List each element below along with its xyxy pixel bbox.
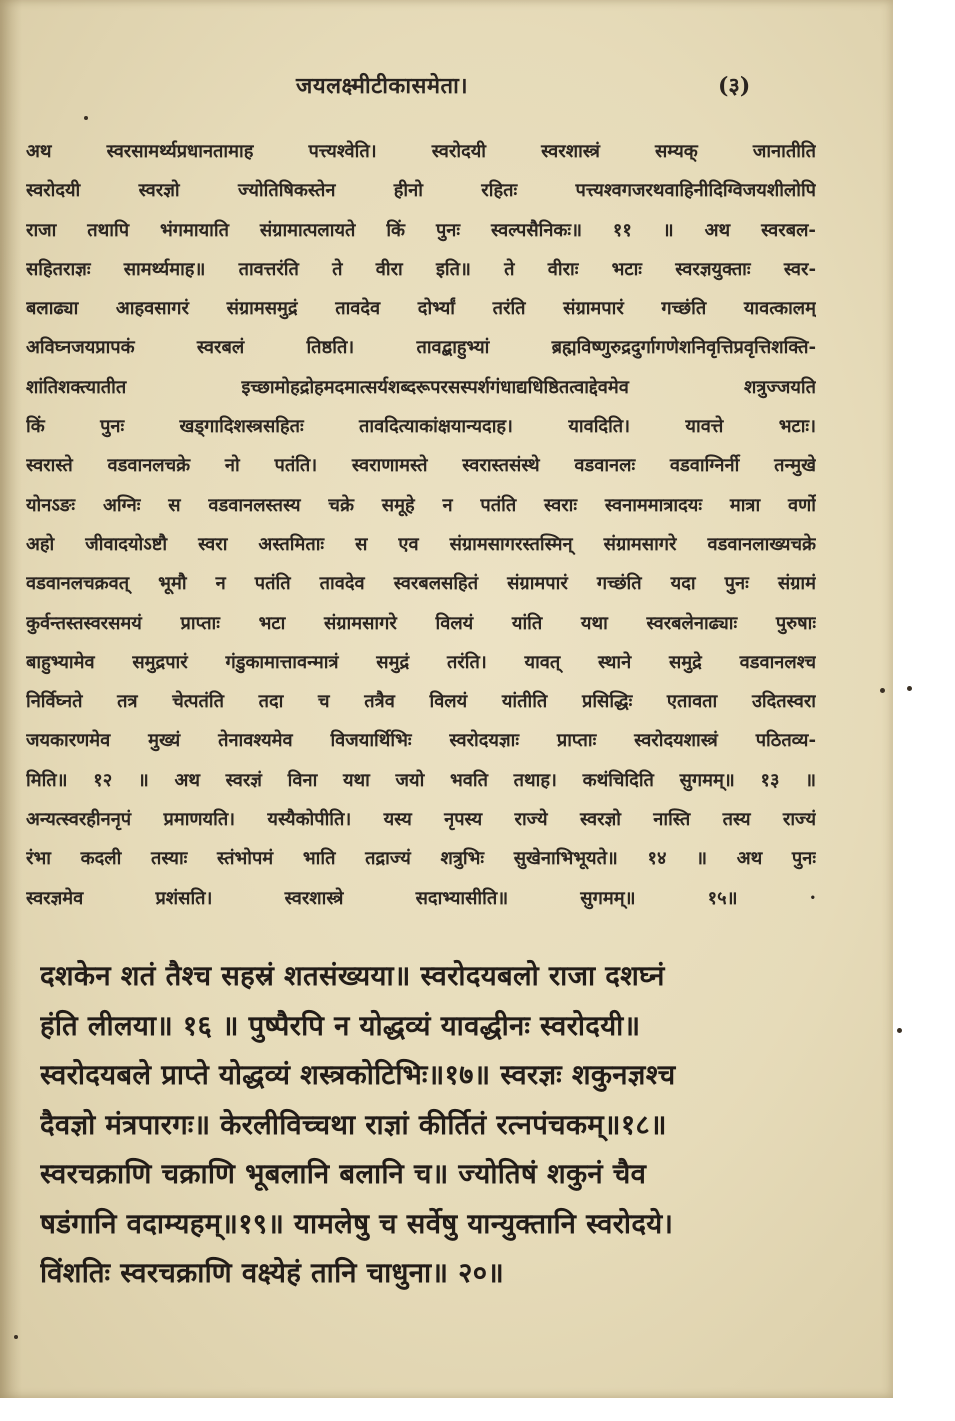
commentary-line: राजा तथापि भंगमायाति संग्रामात्पलायते किं पुनः स्वल्पसैनिकः॥ ११ ॥ अथ स्वरबल- <box>26 219 816 241</box>
commentary-line: कुर्वन्तस्तस्वरसमयं प्राप्ताः भटा संग्रामसागरे विलयं यांति यथा स्वरबलेनाढ्याः पुरुषाः <box>26 612 816 634</box>
commentary-line: स्वरज्ञमेव प्रशंसति। स्वरशास्त्रे सदाभ्यासीति॥ सुगमम्॥ १५॥ · <box>26 887 816 909</box>
commentary-line: रंभा कदली तस्याः स्तंभोपमं भाति तद्राज्यं शत्रुभिः सुखेनाभिभूयते॥ १४ ॥ अथ पुनः <box>26 848 816 870</box>
verse-line: दैवज्ञो मंत्रपारगः॥ केरलीविच्चथा राज्ञां कीर्तितं रत्नपंचकम्॥१८॥ <box>40 1108 667 1141</box>
ink-speck <box>907 686 912 691</box>
running-title: जयलक्ष्मीटीकासमेता। <box>296 73 469 99</box>
commentary-line: शांतिशक्त्यातीत इच्छामोहद्रोहमदमात्सर्यशब्दरूपरसस्पर्शगंधाद्यधिष्ठितत्वाद्देवमेव शत्रुज्जयति <box>26 376 816 398</box>
commentary-line: सहितराज्ञः सामर्थ्यमाह॥ तावत्तरंति ते वीरा इति॥ ते वीराः भटाः स्वरज्ञयुक्ताः स्वर- <box>26 258 816 280</box>
commentary-line: किं पुनः खड्गादिशस्त्रसहितः तावदित्याकांक्षयान्यदाह। यावदिति। यावत्ते भटाः। <box>26 416 816 438</box>
commentary-line: बलाढ्या आहवसागरं संग्रामसमुद्रं तावदेव दोर्भ्यां तरंति संग्रामपारं गच्छंति यावत्कालम् <box>26 298 816 320</box>
verse-line: हंति लीलया॥ १६ ॥ पुष्पैरपि न योद्धव्यं यावद्धीनः स्वरोदयी॥ <box>40 1009 641 1042</box>
commentary-line: अन्यत्स्वरहीननृपं प्रमाणयति। यस्यैकोपीति। यस्य नृपस्य राज्ये स्वरज्ञो नास्ति तस्य राज्यं <box>26 809 816 831</box>
ink-speck <box>14 1335 18 1339</box>
page-number: (३) <box>718 73 751 99</box>
commentary-line: मिति॥ १२ ॥ अथ स्वरज्ञं विना यथा जयो भवति तथाह। कथंचिदिति सुगमम्॥ १३ ॥ <box>26 769 816 791</box>
commentary-block <box>26 132 816 918</box>
commentary-line: जयकारणमेव मुख्यं तेनावश्यमेव विजयार्थिभिः स्वरोदयज्ञाः प्राप्ताः स्वरोदयशास्त्रं पठितव्य- <box>26 730 816 752</box>
verse-line: स्वरचक्राणि चक्राणि भूबलानि बलानि च॥ ज्योतिषं शकुनं चैव <box>40 1158 647 1190</box>
commentary-line: निर्विघ्नते तत्र चेत्पतंति तदा च तत्रैव विलयं यांतीति प्रसिद्धिः एतावता उदितस्वरा <box>26 691 816 713</box>
commentary-line: अथ स्वरसामर्थ्यप्रधानतामाह पत्त्यश्वेति। स्वरोदयी स्वरशास्त्रं सम्यक् जानातीति <box>26 141 816 162</box>
verse-block <box>40 952 800 1299</box>
verse-line: स्वरोदयबले प्राप्ते योद्धव्यं शस्त्रकोटिभिः॥१७॥ स्वरज्ञः शकुनज्ञश्च <box>40 1059 676 1091</box>
page-gutter-shadow <box>0 0 22 1398</box>
commentary-line: अहो जीवादयोऽष्टौ स्वरा अस्तमिताः स एव संग्रामसागरस्तस्मिन् संग्रामसागरे वडवानलाख्यचक्रे <box>26 533 816 555</box>
commentary-line: वडवानलचक्रवत् भूमौ न पतंति तावदेव स्वरबलसहितं संग्रामपारं गच्छंति यदा पुनः संग्रामं <box>26 573 816 595</box>
scan-margin <box>893 0 955 1421</box>
verse-line: विंशतिः स्वरचक्राणि वक्ष्येहं तानि चाधुना॥ २०॥ <box>40 1257 505 1289</box>
commentary-line: योनऽङः अग्निः स वडवानलस्तस्य चक्रे समूहे न पतंति स्वराः स्वनाममात्रादयः मात्रा वर्णो <box>26 494 816 516</box>
commentary-line: बाहुभ्यामेव समुद्रपारं गंडुकामात्तावन्मात्रं समुद्रं तरंति। यावत् स्थाने समुद्रे वडवानलश्च <box>26 651 816 673</box>
running-header <box>0 70 893 110</box>
ink-speck <box>880 688 885 693</box>
commentary-line: अविघ्नजयप्रापकं स्वरबलं तिष्ठति। तावद्बाहुभ्यां ब्रह्मविष्णुरुद्रदुर्गागणेशनिवृत्तिप्रवृत्तिशक्ति- <box>26 337 816 359</box>
verse-line: षडंगानि वदाम्यहम्॥१९॥ यामलेषु च सर्वेषु यान्युक्तानि स्वरोदये। <box>40 1207 674 1240</box>
commentary-line: स्वरास्ते वडवानलचक्रे नो पतंति। स्वराणामस्ते स्वरास्तसंस्थे वडवानलः वडवाग्निर्नी तन्मुखे <box>26 455 816 477</box>
verse-line: दशकेन शतं तैश्च सहस्रं शतसंख्यया॥ स्वरोदयबलो राजा दशघ्नं <box>40 960 665 992</box>
ink-speck <box>84 116 88 120</box>
ink-speck <box>897 1028 902 1033</box>
commentary-line: स्वरोदयी स्वरज्ञो ज्योतिषिकस्तेन हीनो रहितः पत्त्यश्वगजरथवाहिनीदिग्विजयशीलोपि <box>26 180 816 202</box>
